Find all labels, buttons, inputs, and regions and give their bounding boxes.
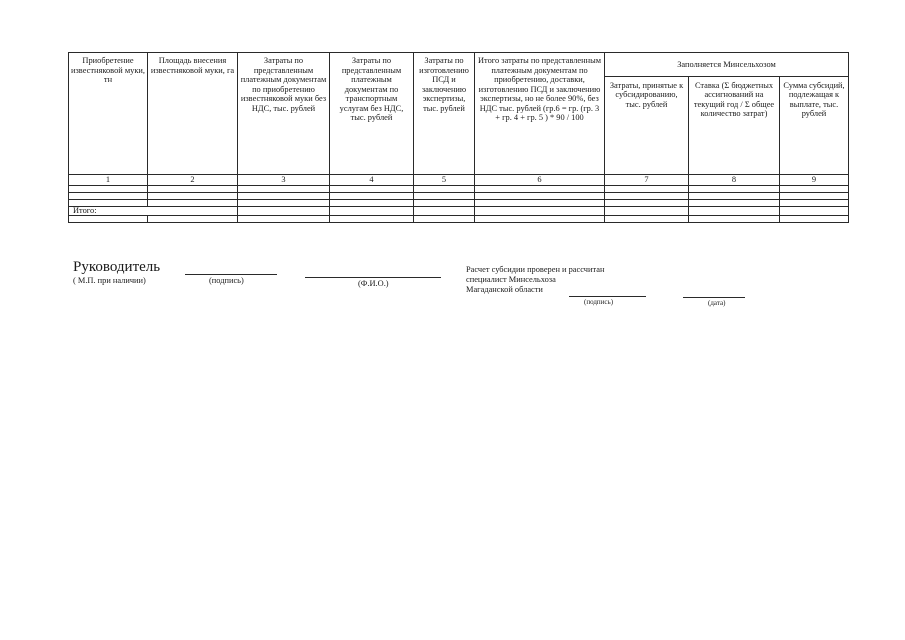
table-cell: [780, 216, 849, 223]
check-date-line: [683, 297, 745, 298]
table-cell: [605, 186, 689, 193]
header-col-6: Итого затраты по представленным платежным документам по приобретению, доставки, изготовлению ПСД и заключению экспертизы, но не более 90%, без НДС тыс. рублей (гр.6 = гр. (гр. 3 + гр. 4 + гр. 5 ) * 90 / 100: [475, 53, 605, 175]
header-col-4: Затраты по представленным платежным документам по транспортным услугам без НДС, тыс. рублей: [330, 53, 414, 175]
ministry-check-block: [466, 265, 604, 295]
header-col-2: Площадь внесения известняковой муки, га: [148, 53, 238, 175]
table-cell: [780, 186, 849, 193]
table-cell: [238, 207, 330, 216]
table-cell: [69, 216, 148, 223]
table-cell: [238, 193, 330, 200]
table-cell: [238, 200, 330, 207]
header-col-3: Затраты по представленным платежным документам по приобретению известняковой муки без НДС, тыс. рублей: [238, 53, 330, 175]
column-number: 3: [238, 175, 330, 186]
table-cell: [605, 193, 689, 200]
table-cell: [689, 200, 780, 207]
table-cell: [238, 216, 330, 223]
table-cell: [414, 193, 475, 200]
table-cell: [780, 193, 849, 200]
check-signature-line: [569, 296, 646, 297]
header-col-7: Затраты, принятые к субсидированию, тыс. рублей: [605, 76, 689, 174]
check-date-caption: (дата): [708, 299, 726, 307]
column-number: 8: [689, 175, 780, 186]
table-cell: [475, 207, 605, 216]
check-line-2: специалист Минсельхоза: [466, 275, 556, 284]
table-cell: [689, 186, 780, 193]
column-number: 6: [475, 175, 605, 186]
table-cell: [330, 186, 414, 193]
table-cell: [148, 193, 238, 200]
table-cell: [414, 207, 475, 216]
table-cell: [330, 207, 414, 216]
total-row: [69, 207, 849, 216]
table-row: [69, 186, 849, 193]
table-row: [69, 193, 849, 200]
column-number: 1: [69, 175, 148, 186]
table-cell: [475, 200, 605, 207]
table-cell: [330, 216, 414, 223]
subsidy-table: [68, 52, 849, 223]
table-cell: [689, 193, 780, 200]
table-cell: [475, 216, 605, 223]
header-col-5: Затраты по изготовлению ПСД и заключению экспертизы, тыс. рублей: [414, 53, 475, 175]
table-cell: [414, 216, 475, 223]
total-label: Итого:: [69, 207, 238, 216]
name-line: [305, 277, 441, 278]
table-cell: [330, 193, 414, 200]
table-cell: [148, 216, 238, 223]
table-cell: [605, 216, 689, 223]
table-cell: [414, 186, 475, 193]
column-number: 2: [148, 175, 238, 186]
column-number: 5: [414, 175, 475, 186]
check-line-1: Расчет субсидии проверен и рассчитан: [466, 265, 605, 274]
table-cell: [475, 193, 605, 200]
table-cell: [605, 207, 689, 216]
table-row: [69, 200, 849, 207]
table-cell: [330, 200, 414, 207]
table-cell: [69, 186, 148, 193]
header-col-1: Приобретение известняковой муки, тн: [69, 53, 148, 175]
table-cell: [605, 200, 689, 207]
table-cell: [780, 207, 849, 216]
table-cell: [689, 216, 780, 223]
table-cell: [475, 186, 605, 193]
header-col-8: Ставка (Σ бюджетных ассигнований на текущий год / Σ общее количество затрат): [689, 76, 780, 174]
column-number-row: [69, 175, 849, 186]
ministry-group-header: Заполняется Минсельхозом: [605, 53, 849, 77]
header-col-9: Сумма субсидий, подлежащая к выплате, тыс. рублей: [780, 76, 849, 174]
column-number: 4: [330, 175, 414, 186]
table-cell: [689, 207, 780, 216]
table-cell: [148, 186, 238, 193]
table-cell: [414, 200, 475, 207]
table-cell: [69, 193, 148, 200]
signature-line: [185, 274, 277, 275]
check-signature-caption: (подпись): [584, 298, 614, 306]
column-number: 7: [605, 175, 689, 186]
table-cell: [238, 186, 330, 193]
table-cell: [780, 200, 849, 207]
name-caption: (Ф.И.О.): [358, 279, 389, 288]
signature-title: Руководитель: [73, 259, 161, 275]
table-row: [69, 216, 849, 223]
check-line-3: Магаданской области: [466, 285, 543, 294]
signature-caption: (подпись): [209, 276, 244, 285]
table-cell: [148, 200, 238, 207]
column-number: 9: [780, 175, 849, 186]
stamp-note: ( М.П. при наличии): [73, 276, 146, 285]
